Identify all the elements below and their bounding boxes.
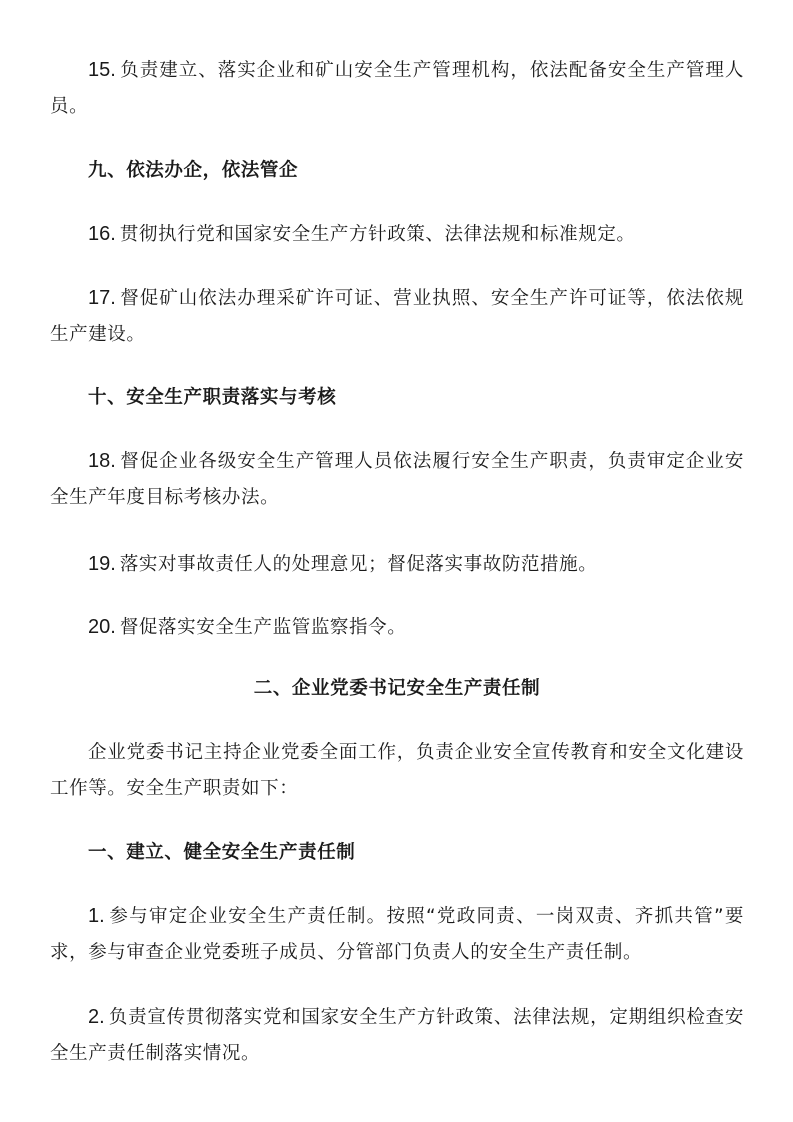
- item-1: [50, 898, 744, 971]
- item-2: [50, 999, 744, 1072]
- item-text: 负责建立、落实企业和矿山安全生产管理机构，依法配备安全生产管理人员。: [50, 60, 744, 117]
- item-number: 16.: [88, 223, 116, 245]
- item-number: 20.: [88, 616, 116, 638]
- item-number: 1.: [88, 905, 105, 927]
- item-number: 19.: [88, 553, 116, 575]
- item-text: 落实对事故责任人的处理意见；督促落实事故防范措施。: [119, 554, 598, 575]
- item-19: [50, 546, 744, 583]
- item-17: [50, 280, 744, 353]
- item-text: 督促落实安全生产监管监察指令。: [119, 617, 407, 638]
- item-18: [50, 443, 744, 516]
- item-text: 参与审定企业安全生产责任制。按照“党政同责、一岗双责、齐抓共管”要求，参与审查企业党委班子成员、分管部门负责人的安全生产责任制。: [50, 906, 744, 963]
- section-heading-9: 九、依法办企，依法管企: [88, 160, 299, 181]
- chapter-title: 二、企业党委书记安全生产责任制: [253, 678, 541, 699]
- section-heading-1: 一、建立、健全安全生产责任制: [88, 842, 356, 863]
- item-16: [50, 216, 744, 253]
- item-text: 负责宣传贯彻落实党和国家安全生产方针政策、法律法规，定期组织检查安全生产责任制落实情况。: [50, 1007, 744, 1064]
- item-15: [50, 52, 744, 125]
- item-text: 贯彻执行党和国家安全生产方针政策、法律法规和标准规定。: [119, 224, 636, 245]
- item-text: 督促矿山依法办理采矿许可证、营业执照、安全生产许可证等，依法依规生产建设。: [50, 288, 744, 345]
- section-heading-10: 十、安全生产职责落实与考核: [88, 387, 337, 408]
- intro-paragraph: 企业党委书记主持企业党委全面工作，负责企业安全宣传教育和安全文化建设工作等。安全生产职责如下：: [50, 742, 744, 799]
- item-20: [50, 609, 744, 646]
- item-number: 18.: [88, 450, 116, 472]
- item-number: 17.: [88, 287, 116, 309]
- item-number: 2.: [88, 1006, 105, 1028]
- item-text: 督促企业各级安全生产管理人员依法履行安全生产职责，负责审定企业安全生产年度目标考核办法。: [50, 451, 744, 508]
- item-number: 15.: [88, 59, 116, 81]
